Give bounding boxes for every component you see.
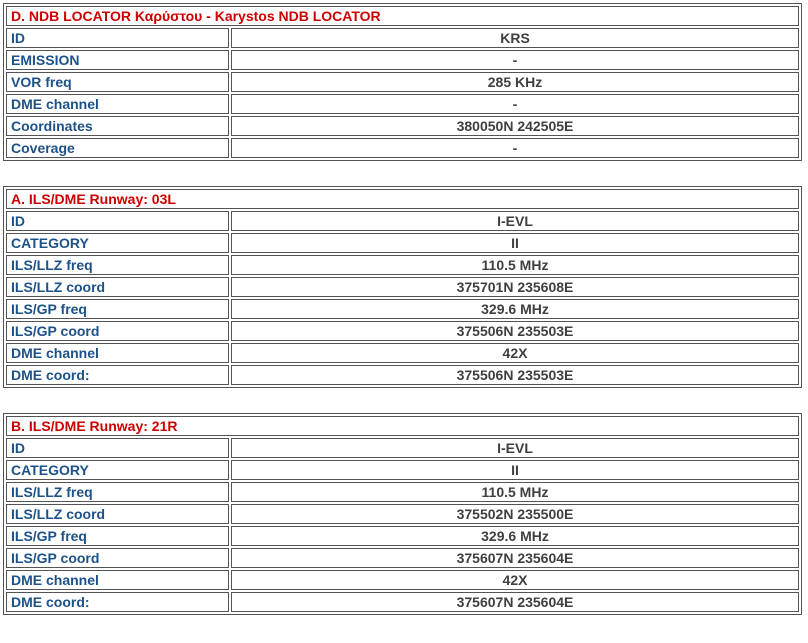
table-row <box>6 299 799 319</box>
table-row <box>6 526 799 546</box>
field-label-category: CATEGORY <box>6 460 229 480</box>
field-label-category: CATEGORY <box>6 233 229 253</box>
table-title-row <box>6 416 799 436</box>
field-value-ils-gp-freq: 329.6 MHz <box>231 299 799 319</box>
field-label-dme-channel: DME channel <box>6 343 229 363</box>
table-row <box>6 365 799 385</box>
field-label-emission: EMISSION <box>6 50 229 70</box>
field-value-emission: - <box>231 50 799 70</box>
field-value-category: II <box>231 233 799 253</box>
field-label-id: ID <box>6 438 229 458</box>
table-row <box>6 438 799 458</box>
table-row <box>6 255 799 275</box>
field-label-ils-llz-freq: ILS/LLZ freq <box>6 255 229 275</box>
field-value-dme-channel: - <box>231 94 799 114</box>
field-value-dme-channel: 42X <box>231 570 799 590</box>
table-row <box>6 94 799 114</box>
table-row <box>6 321 799 341</box>
field-value-ils-gp-coord: 375607N 235604E <box>231 548 799 568</box>
field-label-ils-llz-coord: ILS/LLZ coord <box>6 504 229 524</box>
table-row <box>6 138 799 158</box>
field-label-id: ID <box>6 28 229 48</box>
ndb-locator-table <box>3 3 802 161</box>
field-value-ils-llz-coord: 375502N 235500E <box>231 504 799 524</box>
table-row <box>6 548 799 568</box>
field-label-vor-freq: VOR freq <box>6 72 229 92</box>
field-label-id: ID <box>6 211 229 231</box>
field-value-coordinates: 380050N 242505E <box>231 116 799 136</box>
field-value-dme-coord: 375506N 235503E <box>231 365 799 385</box>
field-value-category: II <box>231 460 799 480</box>
field-label-ils-gp-coord: ILS/GP coord <box>6 321 229 341</box>
field-label-ils-gp-coord: ILS/GP coord <box>6 548 229 568</box>
table-row <box>6 116 799 136</box>
table-row <box>6 570 799 590</box>
table-title-row <box>6 189 799 209</box>
field-value-dme-coord: 375607N 235604E <box>231 592 799 612</box>
field-value-ils-llz-freq: 110.5 MHz <box>231 255 799 275</box>
field-value-vor-freq: 285 KHz <box>231 72 799 92</box>
table-row <box>6 343 799 363</box>
field-value-ils-gp-freq: 329.6 MHz <box>231 526 799 546</box>
field-value-id: KRS <box>231 28 799 48</box>
field-label-dme-channel: DME channel <box>6 570 229 590</box>
table-row <box>6 504 799 524</box>
table-row <box>6 211 799 231</box>
table-row <box>6 460 799 480</box>
ndb-locator-table-title: D. NDB LOCATOR Καρύστου - Karystos NDB LOCATOR <box>6 6 799 26</box>
table-title-row <box>6 6 799 26</box>
field-value-dme-channel: 42X <box>231 343 799 363</box>
table-row <box>6 592 799 612</box>
field-label-dme-coord: DME coord: <box>6 365 229 385</box>
ils-dme-runway-21r-table-title: B. ILS/DME Runway: 21R <box>6 416 799 436</box>
field-value-id: I-EVL <box>231 211 799 231</box>
field-value-coverage: - <box>231 138 799 158</box>
table-row <box>6 277 799 297</box>
table-row <box>6 50 799 70</box>
field-value-ils-llz-coord: 375701N 235608E <box>231 277 799 297</box>
ils-dme-runway-03l-table <box>3 186 802 388</box>
ils-dme-runway-21r-table <box>3 413 802 615</box>
field-value-ils-gp-coord: 375506N 235503E <box>231 321 799 341</box>
field-label-ils-llz-freq: ILS/LLZ freq <box>6 482 229 502</box>
field-label-ils-llz-coord: ILS/LLZ coord <box>6 277 229 297</box>
field-label-coverage: Coverage <box>6 138 229 158</box>
field-label-dme-coord: DME coord: <box>6 592 229 612</box>
field-value-id: I-EVL <box>231 438 799 458</box>
table-row <box>6 482 799 502</box>
table-row <box>6 28 799 48</box>
field-label-coordinates: Coordinates <box>6 116 229 136</box>
field-label-ils-gp-freq: ILS/GP freq <box>6 299 229 319</box>
field-value-ils-llz-freq: 110.5 MHz <box>231 482 799 502</box>
field-label-dme-channel: DME channel <box>6 94 229 114</box>
field-label-ils-gp-freq: ILS/GP freq <box>6 526 229 546</box>
ils-dme-runway-03l-table-title: A. ILS/DME Runway: 03L <box>6 189 799 209</box>
table-row <box>6 233 799 253</box>
table-row <box>6 72 799 92</box>
